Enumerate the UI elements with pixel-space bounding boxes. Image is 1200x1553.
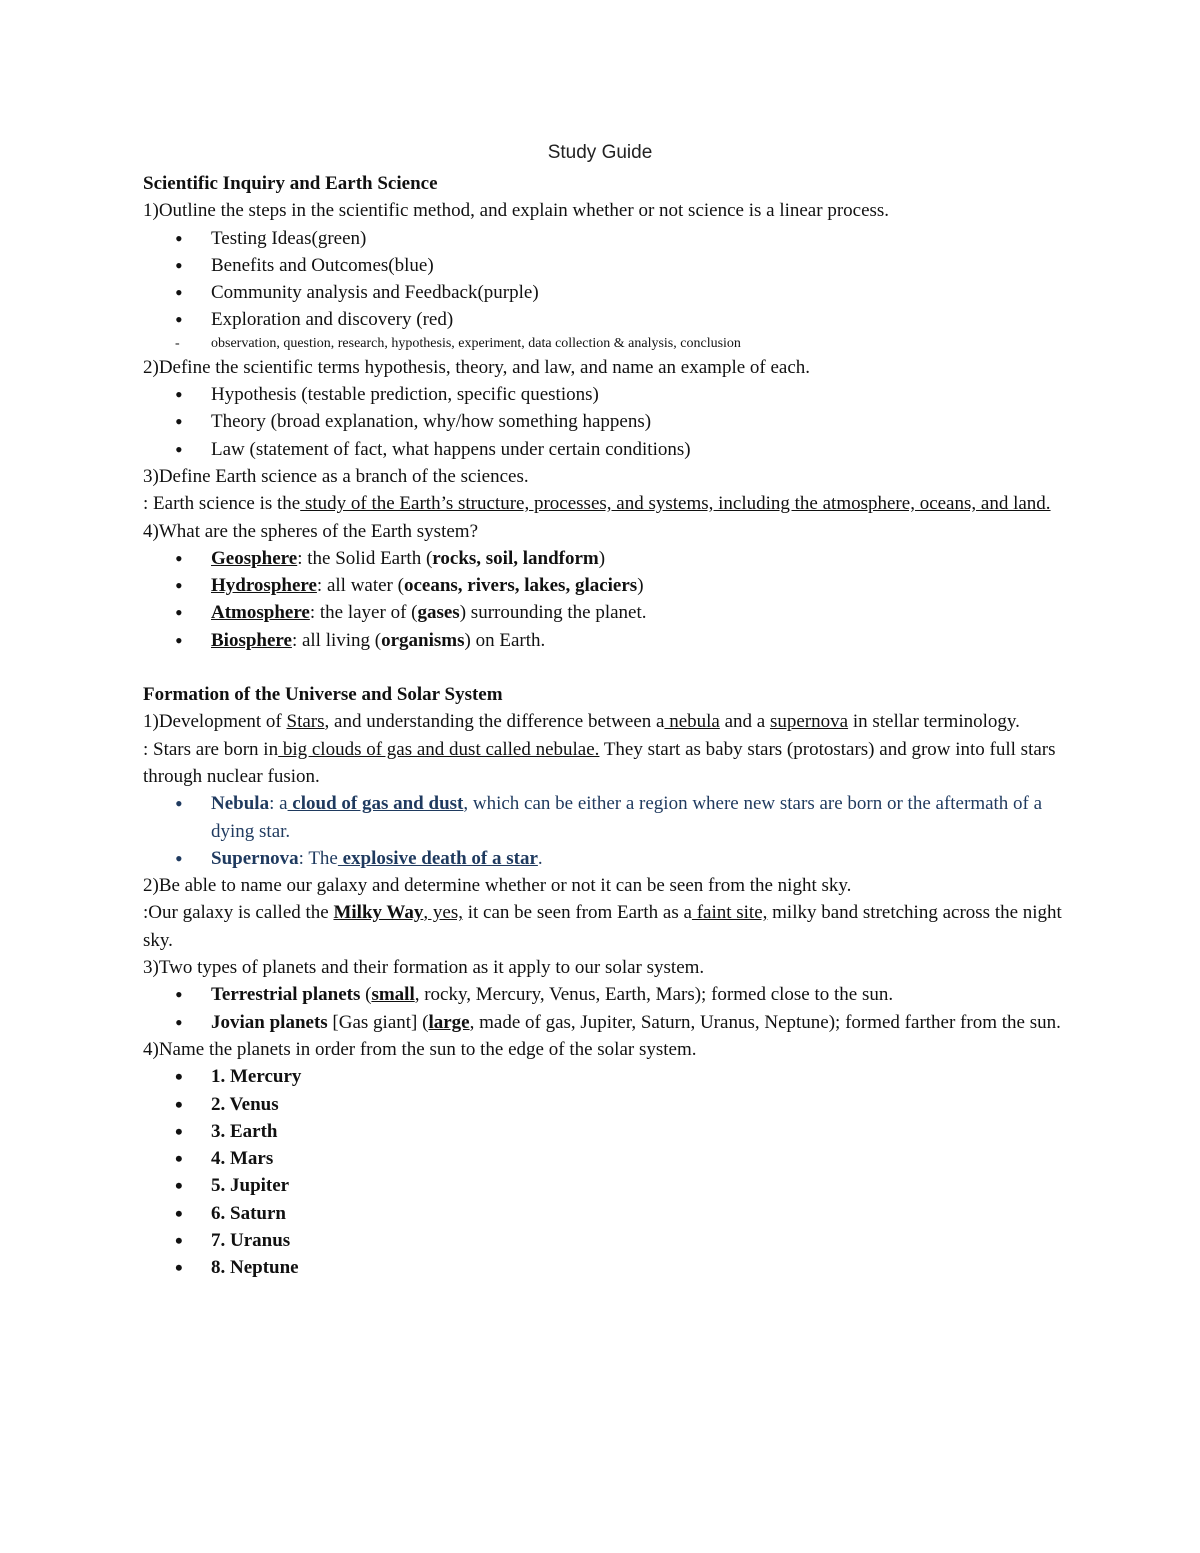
- list-item-geosphere: [143, 545, 1063, 572]
- underlined-text: supernova: [769, 711, 849, 733]
- list-item-planet: • 3. Earth: [143, 1118, 1063, 1145]
- text: : a: [269, 793, 288, 815]
- list-item-planet: • 5. Jupiter: [143, 1172, 1063, 1199]
- list-item-atmosphere: [143, 599, 1063, 626]
- answer-text: [143, 899, 1063, 954]
- list-item-planet: • 6. Saturn: [143, 1200, 1063, 1227]
- list-item-nebula: [143, 790, 1063, 845]
- section-heading: Formation of the Universe and Solar System: [143, 684, 503, 706]
- question-text: [143, 708, 1063, 735]
- underlined-text: cloud of gas and dust: [287, 793, 464, 815]
- text: : The: [298, 847, 338, 869]
- list-item-planet: • 7. Uranus: [143, 1227, 1063, 1254]
- list-item: • Hypothesis (testable prediction, specific questions): [143, 381, 1063, 408]
- underlined-text: big clouds of gas and dust called nebulae.: [278, 738, 600, 760]
- spacer: [143, 654, 1063, 681]
- text: : the layer of (: [309, 602, 418, 624]
- text: in stellar terminology.: [848, 711, 1020, 733]
- document-body: [143, 170, 1063, 1282]
- underlined-text: large: [428, 1011, 470, 1033]
- page-title: Study Guide: [547, 142, 653, 163]
- text: and a: [719, 711, 770, 733]
- question-text: 3)Define Earth science as a branch of the sciences.: [143, 465, 529, 487]
- list-item-planet: • 1. Mercury: [143, 1063, 1063, 1090]
- list-item-supernova: [143, 845, 1063, 872]
- text: [Gas giant] (: [327, 1011, 429, 1033]
- underlined-text: small: [371, 984, 415, 1006]
- list-item: • Theory (broad explanation, why/how something happens): [143, 408, 1063, 435]
- text: , which can be either a region where new stars are born or the aftermath of a dying star.: [211, 793, 1043, 842]
- term: Nebula: [211, 793, 270, 815]
- term: Terrestrial planets: [211, 984, 361, 1006]
- text: : Stars are born in: [143, 738, 279, 760]
- section-heading: Scientific Inquiry and Earth Science: [143, 173, 438, 194]
- list-item: • Law (statement of fact, what happens under certain conditions): [143, 436, 1063, 463]
- underlined-text: Milky Way: [333, 902, 424, 924]
- underlined-text: faint site,: [691, 902, 768, 924]
- text: : the Solid Earth (: [297, 547, 433, 569]
- question-text: 1)Outline the steps in the scientific method, and explain whether or not science is a linear process.: [143, 200, 890, 222]
- list-item: • Testing Ideas(green): [143, 225, 1063, 252]
- question-text: 4)Name the planets in order from the sun to the edge of the solar system.: [143, 1038, 697, 1060]
- text: , made of gas, Jupiter, Saturn, Uranus, Neptune); formed farther from the sun.: [469, 1011, 1061, 1033]
- text: ) on Earth.: [464, 629, 546, 651]
- list-item-note: - observation, question, research, hypothesis, experiment, data collection & analysis, conclusion: [143, 334, 1063, 354]
- text: it can be seen from Earth as a: [462, 902, 692, 924]
- bold-text: gases: [417, 602, 460, 624]
- planets-list: [143, 1063, 1063, 1281]
- text: , and understanding the difference between a: [324, 711, 665, 733]
- bullet-list: [143, 981, 1063, 1036]
- term: Jovian planets: [211, 1011, 328, 1033]
- text: : all water (: [316, 575, 404, 597]
- list-item-planet: • 2. Venus: [143, 1091, 1063, 1118]
- list-item-planet: • 4. Mars: [143, 1145, 1063, 1172]
- underlined-text: Stars: [286, 711, 325, 733]
- list-item-planet: • 8. Neptune: [143, 1254, 1063, 1281]
- text: : all living (: [291, 629, 382, 651]
- list-item-hydrosphere: [143, 572, 1063, 599]
- text: milky band stretching across the night sky.: [143, 902, 1062, 951]
- underlined-text: , yes,: [423, 902, 463, 924]
- answer-underlined: study of the Earth’s structure, processes, and systems, including the atmosphere, oceans, and land.: [300, 493, 1051, 515]
- bold-text: rocks, soil, landform: [432, 547, 599, 569]
- underlined-text: nebula: [664, 711, 720, 733]
- question-text: 2)Be able to name our galaxy and determine whether or not it can be seen from the night sky.: [143, 875, 852, 897]
- text: ): [637, 575, 644, 597]
- text: .: [537, 847, 543, 869]
- term: Geosphere: [211, 547, 298, 569]
- text: They start as baby stars (protostars) and grow into full stars through nuclear fusion.: [143, 738, 1056, 787]
- term: Atmosphere: [211, 602, 310, 624]
- text: ): [598, 547, 606, 569]
- list-item-terrestrial: [143, 981, 1063, 1008]
- list-item: • Exploration and discovery (red): [143, 306, 1063, 333]
- term: Supernova: [211, 847, 299, 869]
- term: Biosphere: [211, 629, 292, 651]
- term: Hydrosphere: [211, 575, 317, 597]
- list-item: • Community analysis and Feedback(purple): [143, 279, 1063, 306]
- text: (: [360, 984, 372, 1006]
- list-item: • Benefits and Outcomes(blue): [143, 252, 1063, 279]
- underlined-text: explosive death of a star: [337, 847, 538, 869]
- bullet-list: [143, 381, 1063, 463]
- text: ) surrounding the planet.: [459, 602, 647, 624]
- spheres-list: [143, 545, 1063, 654]
- question-text: 3)Two types of planets and their formation as it apply to our solar system.: [143, 957, 705, 979]
- text: 1)Development of: [143, 711, 287, 733]
- question-text: 2)Define the scientific terms hypothesis, theory, and law, and name an example of each.: [143, 356, 811, 378]
- answer-prefix: : Earth science is the: [143, 493, 301, 515]
- bold-text: organisms: [381, 629, 465, 651]
- list-item-biosphere: [143, 627, 1063, 654]
- answer-text: [143, 490, 1063, 517]
- bullet-list: [143, 225, 1063, 354]
- list-item-jovian: [143, 1009, 1063, 1036]
- text: :Our galaxy is called the: [143, 902, 334, 924]
- bullet-list: [143, 790, 1063, 872]
- question-text: 4)What are the spheres of the Earth system?: [143, 520, 479, 542]
- bold-text: oceans, rivers, lakes, glaciers: [403, 575, 638, 597]
- answer-text: [143, 736, 1063, 791]
- text: , rocky, Mercury, Venus, Earth, Mars); formed close to the sun.: [414, 984, 894, 1006]
